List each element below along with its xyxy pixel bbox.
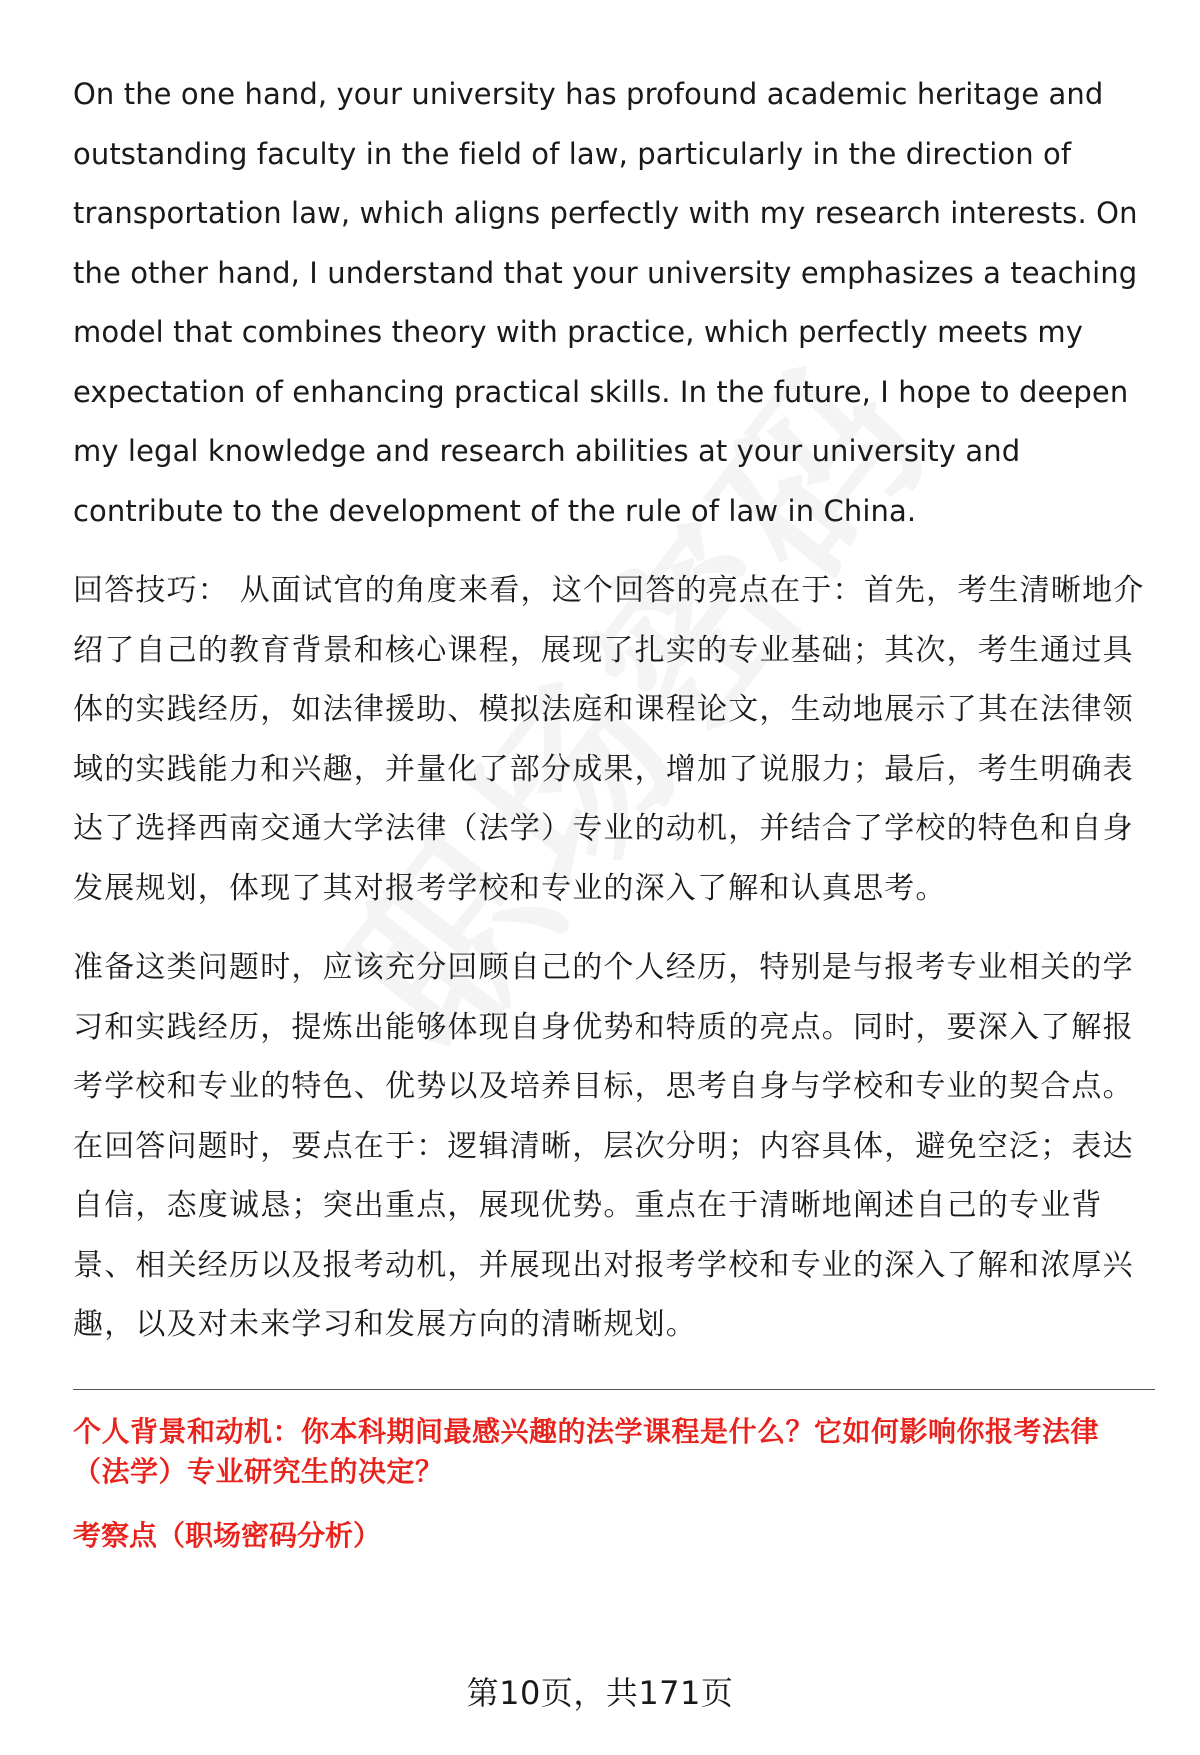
assessment-point-heading: 考察点（职场密码分析） [73,1518,382,1552]
document-page [73,65,1153,1556]
answer-tips-paragraph: 回答技巧： 从面试官的角度来看，这个回答的亮点在于：首先，考生清晰地介绍了自己的教育背景和核心课程，展现了扎实的专业基础；其次，考生通过具体的实践经历，如法律援助、模拟法庭和课程论文，生动地展示了其在法律领域的实践能力和兴趣，并量化了部分成果，增加了说服力；最后，考生明确表达了选择西南交通大学法律（法学）专业的动机，并结合了学校的特色和自身发展规划，体现了其对报考学校和专业的深入了解和认真思考。 [73,573,1145,906]
next-question-heading: 个人背景和动机：你本科期间最感兴趣的法学课程是什么？它如何影响你报考法律（法学）专业研究生的决定？ [73,1414,1100,1488]
page-number-footer: 第10页，共171页 [466,1674,734,1712]
answer-english-paragraph: On the one hand, your university has profound academic heritage and outstanding faculty in the field of law, particularly in the direction of transportation law, which aligns perfectly with my research interests. On the other hand, I understand that your university emphasizes a teaching model that combines theory with practice, which perfectly meets my expectation of enhancing practical skills. In the future, I hope to deepen my legal knowledge and research abilities at your university and contribute to the development of the rule of law in China. [73,77,1138,528]
preparation-advice-paragraph: 准备这类问题时，应该充分回顾自己的个人经历，特别是与报考专业相关的学习和实践经历，提炼出能够体现自身优势和特质的亮点。同时，要深入了解报考学校和专业的特色、优势以及培养目标，思考自身与学校和专业的契合点。在回答问题时，要点在于：逻辑清晰，层次分明；内容具体，避免空泛；表达自信，态度诚恳；突出重点，展现优势。重点在于清晰地阐述自己的专业背景、相关经历以及报考动机，并展现出对报考学校和专业的深入了解和浓厚兴趣，以及对未来学习和发展方向的清晰规划。 [73,950,1134,1342]
section-divider [73,1389,1155,1390]
